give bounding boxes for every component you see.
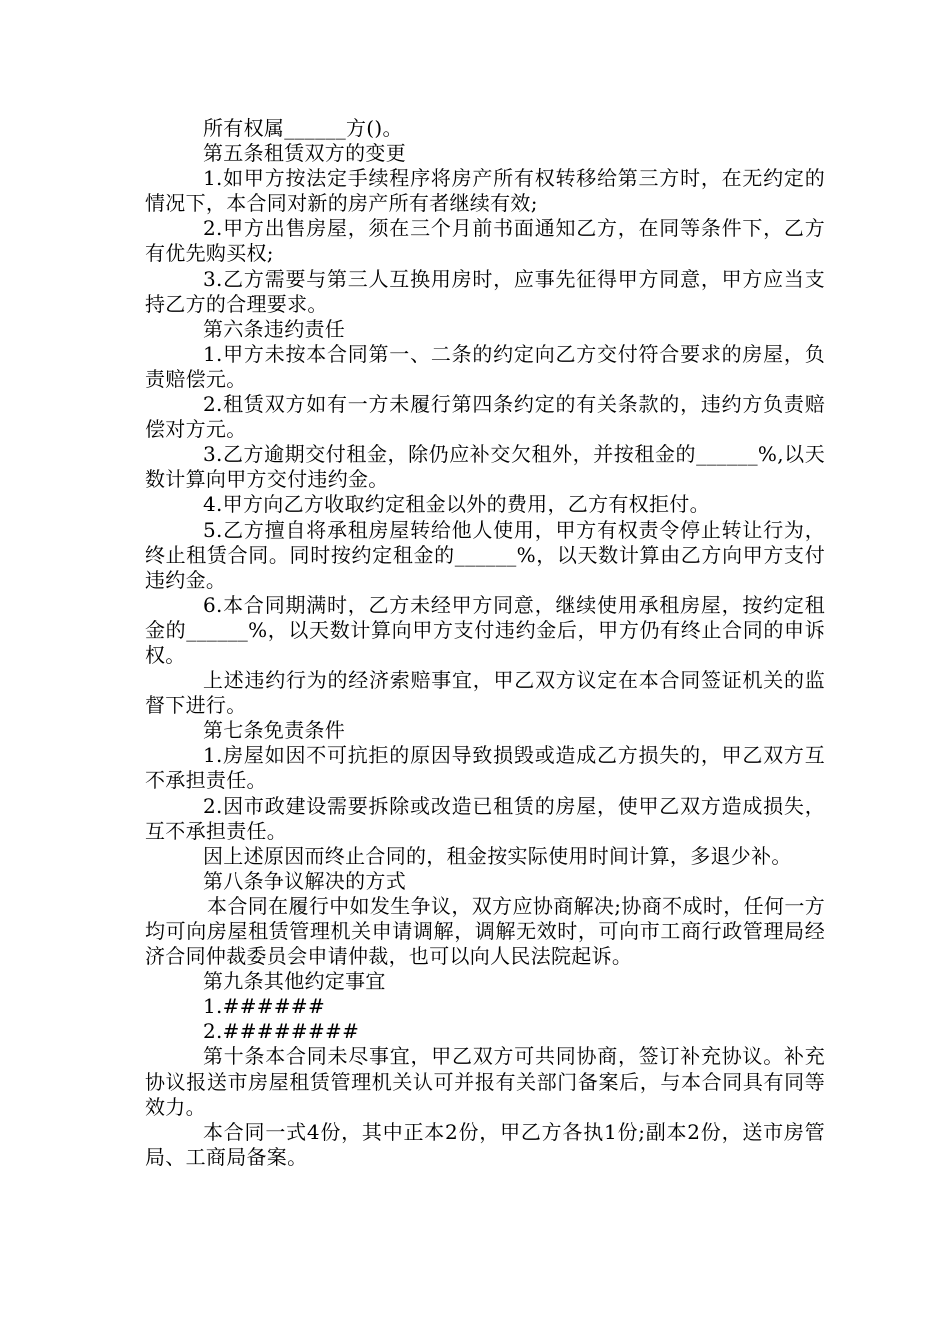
clause-6-note: 上述违约行为的经济索赔事宜，甲乙双方议定在本合同签证机关的监督下进行。 [145,668,825,718]
clause-7-note: 因上述原因而终止合同的，租金按实际使用时间计算，多退少补。 [203,843,792,868]
section-10: 第十条本合同未尽事宜，甲乙双方可共同协商，签订补充协议。补充协议报送市房屋租赁管理机关认可并报有关部门备案后，与本合同具有同等效力。 [145,1044,825,1119]
clause-5-3: 3.乙方需要与第三人互换用房时，应事先征得甲方同意，甲方应当支持乙方的合理要求。 [145,266,825,316]
clause-7-2: 2.因市政建设需要拆除或改造已租赁的房屋，使甲乙双方造成损失，互不承担责任。 [145,793,825,843]
copies-clause: 本合同一式4份，其中正本2份，甲乙方各执1份;副本2份，送市房管局、工商局备案。 [145,1119,825,1169]
paragraph: 所有权属______方()。 [203,116,403,140]
clause-5-2: 2.甲方出售房屋，须在三个月前书面通知乙方，在同等条件下，乙方有优先购买权; [145,216,825,266]
clause-6-3: 3.乙方逾期交付租金，除仍应补交欠租外，并按租金的______%,以天数计算向甲方交付违约金。 [145,442,825,492]
section-heading-7: 第七条免责条件 [203,718,346,743]
clause-9-1: 1.###### [203,994,326,1019]
section-heading-5: 第五条租赁双方的变更 [203,141,406,166]
clause-5-1: 1.如甲方按法定手续程序将房产所有权转移给第三方时，在无约定的情况下，本合同对新的房产所有者继续有效; [145,166,825,216]
clause-6-1: 1.甲方未按本合同第一、二条的约定向乙方交付符合要求的房屋，负责赔偿元。 [145,341,825,391]
section-heading-6: 第六条违约责任 [203,316,346,341]
clause-9-2: 2.######## [203,1019,360,1044]
clause-6-5: 5.乙方擅自将承租房屋转给他人使用，甲方有权责令停止转让行为，终止租赁合同。同时按约定租金的______%，以天数计算由乙方向甲方支付违约金。 [145,517,825,592]
clause-6-2: 2.租赁双方如有一方未履行第四条约定的有关条款的，违约方负责赔偿对方元。 [145,392,825,442]
section-heading-9: 第九条其他约定事宜 [203,969,386,994]
clause-7-1: 1.房屋如因不可抗拒的原因导致损毁或造成乙方损失的，甲乙双方互不承担责任。 [145,743,825,793]
clause-6-6: 6.本合同期满时，乙方未经甲方同意，继续使用承租房屋，按约定租金的______%，以天数计算向甲方支付违约金后，甲方仍有终止合同的申诉权。 [145,592,825,667]
clause-8-body: 本合同在履行中如发生争议，双方应协商解决;协商不成时，任何一方均可向房屋租赁管理机关申请调解，调解无效时，可向市工商行政管理局经济合同仲裁委员会申请仲裁，也可以向人民法院起诉。 [145,893,825,969]
contract-page [145,116,825,1170]
section-heading-8: 第八条争议解决的方式 [203,868,406,893]
clause-6-4: 4.甲方向乙方收取约定租金以外的费用，乙方有权拒付。 [203,492,710,517]
